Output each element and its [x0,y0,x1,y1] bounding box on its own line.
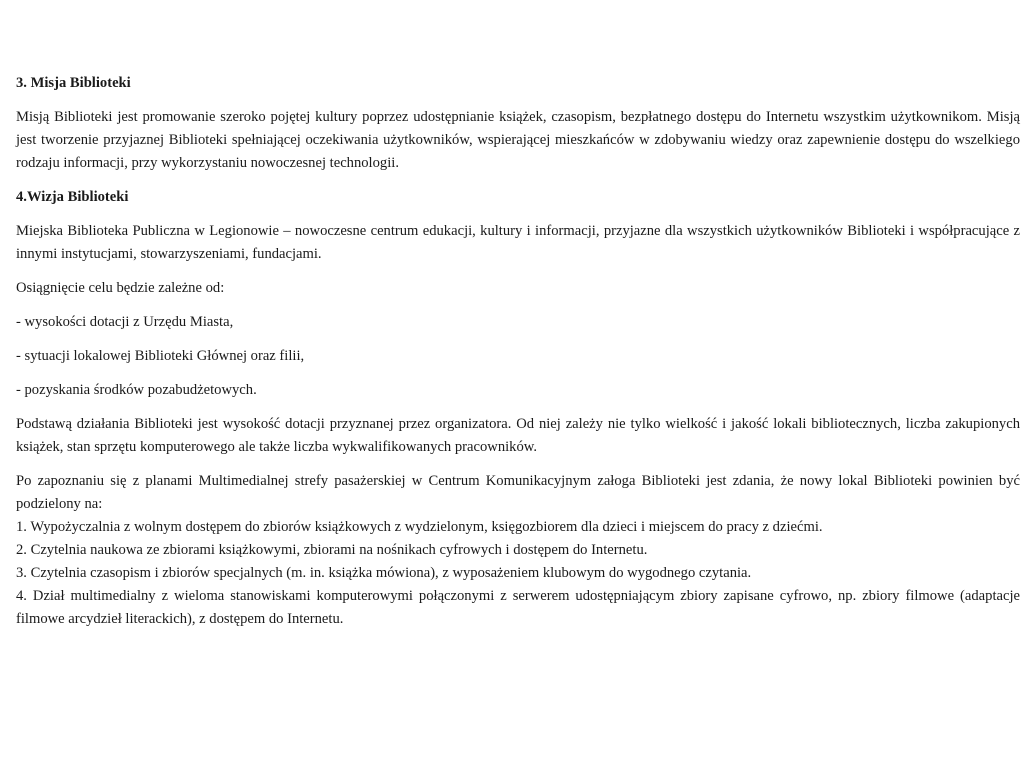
plan-item: 2. Czytelnia naukowa ze zbiorami książkowymi, zbiorami na nośnikach cyfrowych i dostępem do Internetu. [16,542,648,558]
section-heading-wizja: 4.Wizja Biblioteki [16,189,129,205]
condition-item: - wysokości dotacji z Urzędu Miasta, [16,314,234,330]
plan-item: 3. Czytelnia czasopism i zbiorów specjalnych (m. in. książka mówiona), z wyposażeniem klubowym do wygodnego czytania. [16,565,752,581]
plan-section [16,470,1020,631]
section-heading-misja: 3. Misja Biblioteki [16,75,131,91]
condition-item: - pozyskania środków pozabudżetowych. [16,382,257,398]
misja-paragraph: Misją Biblioteki jest promowanie szeroko pojętej kultury poprzez udostępnianie książek, czasopism, bezpłatnego dostępu do Internetu wszystkim użytkownikom. Misją jest tworzenie przyjaznej Biblioteki spełniającej oczekiwania użytkowników, wspierającej mieszkańców w zdobywaniu wiedzy oraz zapewnienie dostępu do wszelkiego rodzaju informacji, przy wykorzystaniu nowoczesnej technologii. [16,109,1020,171]
wizja-intro-paragraph: Miejska Biblioteka Publiczna w Legionowie – nowoczesne centrum edukacji, kultury i informacji, przyjazne dla wszystkich użytkowników Biblioteki i współpracujące z innymi instytucjami, stowarzyszeniami, fundacjami. [16,223,1020,262]
plan-item: 4. Dział multimedialny z wieloma stanowiskami komputerowymi połączonymi z serwerem udostępniającym zbiory zapisane cyfrowo, np. zbiory filmowe (adaptacje filmowe arcydzieł literackich), z dostępem do Internetu. [16,588,1020,627]
plan-item: 1. Wypożyczalnia z wolnym dostępem do zbiorów książkowych z wydzielonym, księgozbiorem dla dzieci i miejscem do pracy z dziećmi. [16,519,823,535]
condition-label: Osiągnięcie celu będzie zależne od: [16,280,225,296]
plan-intro: Po zapoznaniu się z planami Multimedialnej strefy pasażerskiej w Centrum Komunikacyjnym załoga Biblioteki jest zdania, że nowy lokal Biblioteki powinien być podzielony na: [16,473,1020,512]
document-page [16,72,1020,631]
basis-paragraph: Podstawą działania Biblioteki jest wysokość dotacji przyznanej przez organizatora. Od niej zależy nie tylko wielkość i jakość lokali bibliotecznych, liczba zakupionych książek, stan sprzętu komputerowego ale także liczba wykwalifikowanych pracowników. [16,416,1020,455]
condition-item: - sytuacji lokalowej Biblioteki Głównej oraz filii, [16,348,305,364]
